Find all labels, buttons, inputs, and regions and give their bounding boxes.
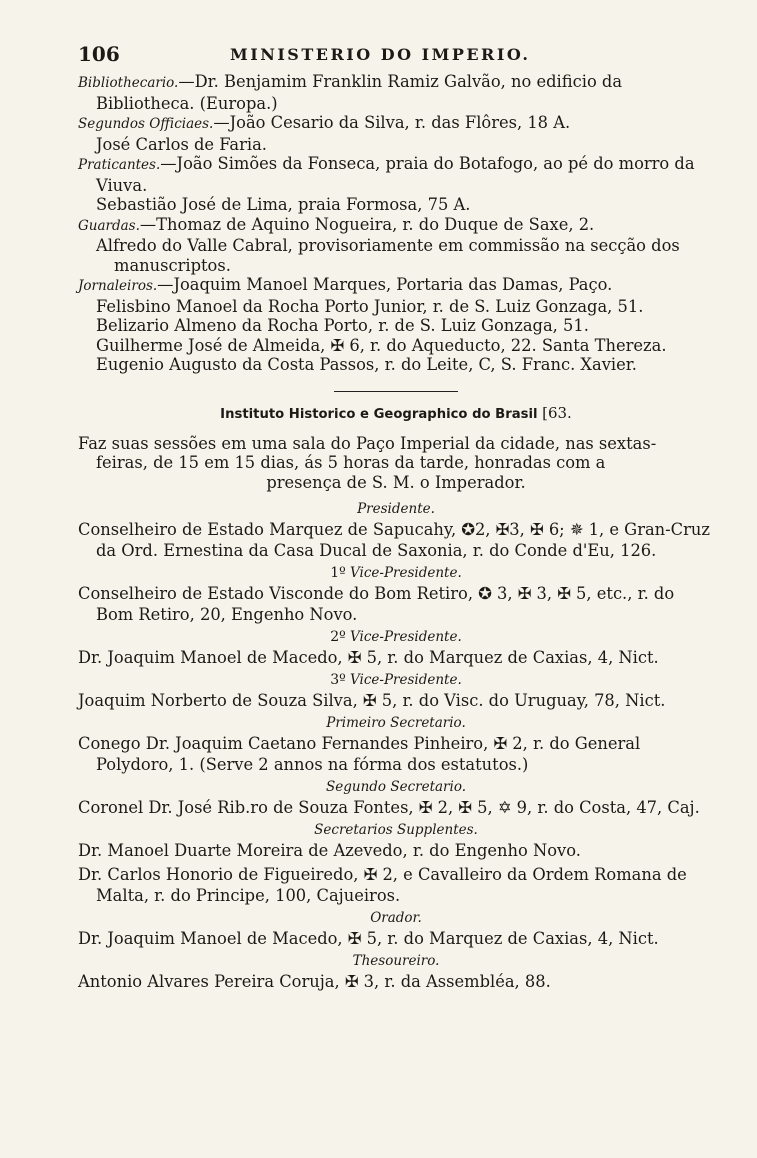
officer-entry: Coronel Dr. José Rib.ro de Souza Fontes, ✠ 2, ✠ 5, ✡ 9, r. do Costa, 47, Caj. bbox=[78, 798, 700, 817]
role-label: Praticantes. bbox=[78, 157, 161, 173]
staff-entry bbox=[78, 215, 714, 237]
office-title: Primeiro Secretario. bbox=[326, 715, 466, 731]
document-page bbox=[78, 42, 714, 995]
officer-entry: Dr. Carlos Honorio de Figueiredo, ✠ 2, e Cavalleiro da Ordem Romana de Malta, r. do Principe, 100, Cajueiros. bbox=[78, 865, 687, 905]
section-title bbox=[78, 404, 714, 422]
office-title: Vice-Presidente. bbox=[350, 565, 462, 581]
intro-line: feiras, de 15 em 15 dias, ás 5 horas da tarde, honradas com a bbox=[96, 453, 606, 472]
office-ordinal: 2º bbox=[330, 629, 346, 645]
staff-line: Alfredo do Valle Cabral, provisoriamente em commissão na secção dos manuscriptos. bbox=[96, 236, 680, 275]
office-heading bbox=[78, 671, 714, 690]
section-intro bbox=[78, 434, 714, 493]
officer-entry: Dr. Joaquim Manoel de Macedo, ✠ 5, r. do Marquez de Caxias, 4, Nict. bbox=[78, 648, 659, 667]
staff-line: —Dr. Benjamim Franklin Ramiz Galvão, no edificio da Bibliotheca. (Europa.) bbox=[96, 72, 623, 113]
staff-line: Sebastião José de Lima, praia Formosa, 75 A. bbox=[96, 195, 471, 214]
officer-entry: Conselheiro de Estado Marquez de Sapucahy, ✪2, ✠3, ✠ 6; ✵ 1, e Gran-Cruz da Ord. Ernestina da Casa Ducal de Saxonia, r. do Conde d'Eu, 126. bbox=[78, 520, 710, 560]
office-ordinal: 3º bbox=[330, 672, 346, 688]
section-divider bbox=[334, 391, 458, 392]
intro-line: Faz suas sessões em uma sala do Paço Imperial da cidade, nas sextas- bbox=[78, 433, 657, 453]
officer-entry: Dr. Manoel Duarte Moreira de Azevedo, r. do Engenho Novo. bbox=[78, 841, 581, 860]
staff-line: Belizario Almeno da Rocha Porto, r. de S. Luiz Gonzaga, 51. bbox=[96, 316, 589, 335]
staff-line: Guilherme José de Almeida, ✠ 6, r. do Aqueducto, 22. Santa Thereza. bbox=[96, 335, 667, 355]
office-ordinal: 1º bbox=[330, 565, 346, 581]
staff-entry bbox=[78, 72, 714, 113]
staff-line: —João Cesario da Silva, r. das Flôres, 18 A. bbox=[213, 113, 571, 132]
role-label: Jornaleiros. bbox=[78, 278, 158, 294]
intro-line: presença de S. M. o Imperador. bbox=[266, 472, 526, 492]
office-title: Vice-Presidente. bbox=[350, 672, 462, 688]
office-title: Presidente. bbox=[357, 501, 435, 517]
office-heading bbox=[78, 821, 714, 840]
officer-entry: Joaquim Norberto de Souza Silva, ✠ 5, r. do Visc. do Uruguay, 78, Nict. bbox=[78, 691, 666, 710]
role-label: Segundos Officiaes. bbox=[78, 116, 214, 132]
office-heading bbox=[78, 952, 714, 971]
staff-line: —Joaquim Manoel Marques, Portaria das Damas, Paço. bbox=[157, 275, 613, 294]
role-label: Guardas. bbox=[78, 217, 140, 234]
office-title: Vice-Presidente. bbox=[350, 629, 462, 645]
running-title: MINISTERIO DO IMPERIO. bbox=[230, 45, 531, 64]
role-label: Bibliothecario. bbox=[78, 75, 179, 91]
office-heading bbox=[78, 778, 714, 797]
staff-line: Eugenio Augusto da Costa Passos, r. do Leite, C, S. Franc. Xavier. bbox=[96, 355, 637, 374]
staff-entry bbox=[78, 113, 714, 135]
office-heading bbox=[78, 628, 714, 647]
page-header bbox=[78, 42, 714, 72]
officer-entry: Conego Dr. Joaquim Caetano Fernandes Pinheiro, ✠ 2, r. do General Polydoro, 1. (Serve 2 annos na fórma dos estatutos.) bbox=[78, 734, 641, 774]
officer-entry: Antonio Alvares Pereira Coruja, ✠ 3, r. da Assembléa, 88. bbox=[78, 972, 551, 991]
office-title: Secretarios Supplentes. bbox=[314, 822, 478, 838]
office-heading bbox=[78, 909, 714, 928]
staff-line: José Carlos de Faria. bbox=[96, 134, 267, 154]
officer-entry: Dr. Joaquim Manoel de Macedo, ✠ 5, r. do Marquez de Caxias, 4, Nict. bbox=[78, 929, 659, 948]
office-heading bbox=[78, 714, 714, 733]
staff-line: —Thomaz de Aquino Nogueira, r. do Duque de Saxe, 2. bbox=[139, 214, 595, 234]
staff-entry bbox=[78, 154, 714, 195]
office-title: Thesoureiro. bbox=[352, 953, 440, 969]
staff-entry bbox=[78, 275, 714, 297]
staff-line: Felisbino Manoel da Rocha Porto Junior, r. de S. Luiz Gonzaga, 51. bbox=[96, 296, 644, 316]
section-number: [63. bbox=[542, 403, 572, 422]
office-heading bbox=[78, 564, 714, 583]
officer-entry: Conselheiro de Estado Visconde do Bom Retiro, ✪ 3, ✠ 3, ✠ 5, etc., r. do Bom Retiro, 20, Engenho Novo. bbox=[78, 584, 675, 624]
section-title-text: Instituto Historico e Geographico do Brasil bbox=[220, 406, 538, 422]
page-number: 106 bbox=[78, 42, 120, 66]
office-title: Segundo Secretario. bbox=[326, 779, 466, 795]
staff-line: —João Simões da Fonseca, praia do Botafogo, ao pé do morro da Viuva. bbox=[96, 154, 695, 195]
office-title: Orador. bbox=[370, 910, 422, 926]
office-heading bbox=[78, 500, 714, 519]
officers-list bbox=[78, 500, 714, 992]
library-staff bbox=[78, 72, 714, 375]
